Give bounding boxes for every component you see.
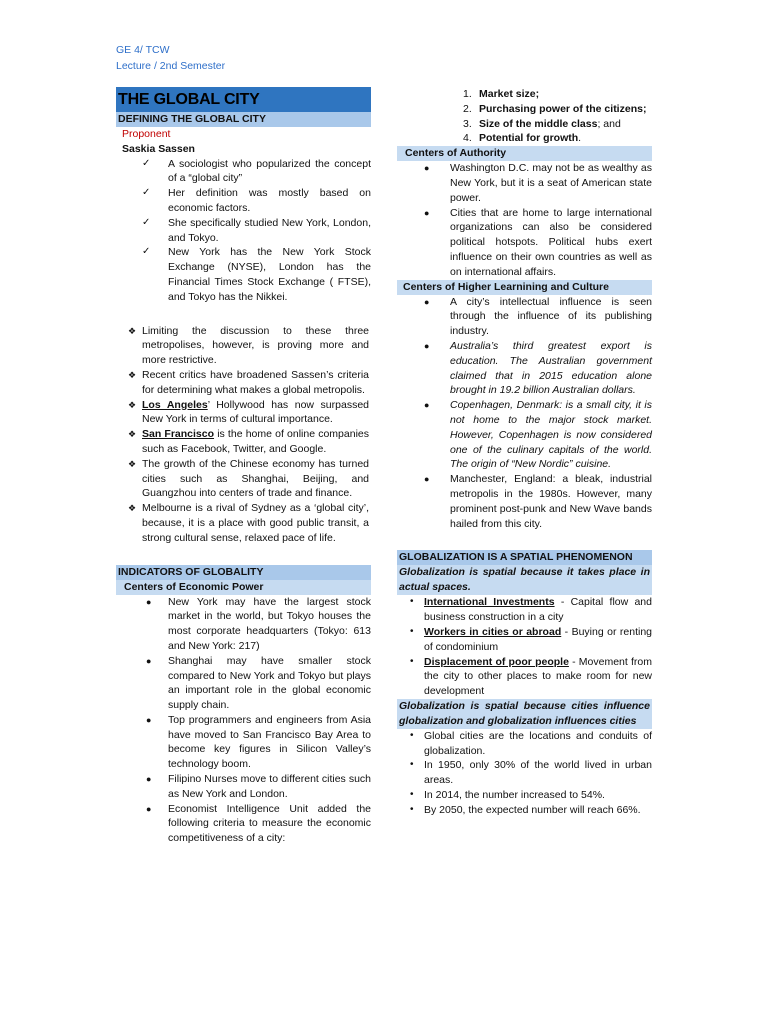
list-item: ✓ She specifically studied New York, London, and Tokyo. <box>142 216 371 244</box>
list-item: ● Australia’s third greatest export is education. The Australian government claimed that in 2015 education alone brought in 19.2 billion Australian dollars. <box>424 339 652 397</box>
lecture-label: Lecture / 2nd Semester <box>116 60 226 72</box>
economic-power-list <box>116 595 371 847</box>
list-item: • Global cities are the locations and conduits of globalization. <box>410 729 652 757</box>
list-item: • In 2014, the number increased to 54%. <box>410 789 605 802</box>
list-item: • By 2050, the expected number will reach 66%. <box>410 803 641 816</box>
bullet-icon: • <box>410 596 414 608</box>
list-item: ● Copenhagen, Denmark: is a small city, it is not home to the major stock market. However, Copenhagen is now considered one of the culinary capitals of the world. The origin of “New Nordic” cuisine. <box>424 399 652 471</box>
right-column <box>397 87 652 818</box>
diamond-bullet-icon: ❖ <box>128 325 137 336</box>
bullet-icon: ● <box>146 774 152 785</box>
check-icon: ✓ <box>142 187 151 199</box>
check-icon: ✓ <box>142 216 151 228</box>
section-indicators-heading: INDICATORS OF GLOBALITY <box>116 565 371 580</box>
list-item: ● Washington D.C. may not be as wealthy as New York, but it is a seat of American state power. <box>424 162 652 204</box>
list-item: ❖ Recent critics have broadened Sassen’s criteria for determining what makes a global metropolis. <box>128 368 369 396</box>
subsection-authority: Centers of Authority <box>397 146 652 161</box>
bullet-icon: ● <box>424 400 430 411</box>
authority-list <box>397 161 652 279</box>
section-defining-heading: DEFINING THE GLOBAL CITY <box>116 112 371 127</box>
document-title: THE GLOBAL CITY <box>116 87 371 112</box>
bullet-icon: ● <box>146 803 152 814</box>
eiu-criteria-list <box>397 87 652 146</box>
list-item: ● Top programmers and engineers from Asia have moved to San Francisco Bay Area to become key figures in Silicon Valley’s technology boom. <box>146 713 371 771</box>
city-los-angeles: Los Angeles <box>142 398 208 411</box>
list-item: ✓ A sociologist who popularized the concept of a “global city” <box>142 157 371 185</box>
list-item: 4. Potential for growth. <box>463 132 582 145</box>
proponent-label: Proponent <box>122 128 171 140</box>
list-item: 3. Size of the middle class; and <box>463 117 621 130</box>
list-item: ● Economist Intelligence Unit added the following criteria to measure the economic competitiveness of a city: <box>146 802 371 845</box>
bullet-icon: ● <box>424 340 430 351</box>
list-item: ● Filipino Nurses move to different cities such as New York and London. <box>146 773 371 800</box>
bullet-icon: ● <box>424 207 430 218</box>
subsection-economic-power: Centers of Economic Power <box>116 580 371 595</box>
list-item: ❖ Melbourne is a rival of Sydney as a ‘global city’, because, it is a place with good public transit, a strong cultural sense, relaxed pace of life. <box>128 502 369 544</box>
list-item: 2. Purchasing power of the citizens; <box>463 102 647 115</box>
city-san-francisco: San Francisco <box>142 428 215 441</box>
check-icon: ✓ <box>142 246 151 258</box>
bullet-icon: • <box>410 655 414 667</box>
list-item: ● Manchester, England: a bleak, industrial metropolis in the 1980s. However, many prominent post-punk and New Wave bands hailed from this city. <box>424 473 652 530</box>
bullet-icon: • <box>410 803 414 815</box>
left-column <box>116 87 371 846</box>
bullet-icon: • <box>410 759 414 771</box>
spatial-intro-band: Globalization is spatial because it takes place in actual spaces. <box>399 566 650 594</box>
list-item: ❖ San Francisco is the home of online companies such as Facebook, Twitter, and Google. <box>128 428 369 455</box>
list-item: • In 1950, only 30% of the world lived in urban areas. <box>410 759 652 787</box>
check-icon: ✓ <box>142 157 151 169</box>
bullet-icon: • <box>410 625 414 637</box>
list-item: ❖ Los Angeles’ Hollywood has now surpassed New York in terms of cultural importance. <box>128 398 370 426</box>
list-item: ● Cities that are home to large international organizations can also be considered political hotspots. Political hubs exert influence on their own countries as well as on international affairs. <box>424 206 652 278</box>
list-item: 1. Market size; <box>463 88 540 100</box>
list-item: • Workers in cities or abroad - Buying or renting of condominium <box>410 625 652 653</box>
bullet-icon: • <box>410 729 414 741</box>
list-item: ✓ New York has the New York Stock Exchange (NYSE), London has the Financial Times Stock Exchange ( FTSE), and Tokyo has the Nikkei. <box>142 246 371 303</box>
bullet-icon: ● <box>146 596 152 607</box>
bullet-icon: ● <box>424 474 430 485</box>
bullet-icon: ● <box>146 714 152 725</box>
proponent-name: Saskia Sassen <box>122 142 195 155</box>
spatial-examples-list <box>397 595 652 699</box>
urbanization-facts-list <box>397 729 652 818</box>
subsection-learning-culture: Centers of Higher Learnining and Culture <box>397 280 652 295</box>
critics-list <box>116 324 371 546</box>
bullet-icon: ● <box>424 163 430 174</box>
diamond-bullet-icon: ❖ <box>128 429 137 440</box>
bullet-icon: ● <box>424 296 430 307</box>
diamond-bullet-icon: ❖ <box>128 458 137 469</box>
spatial-influence-band: Globalization is spatial because cities influence globalization and globalization influences cities <box>399 699 650 727</box>
course-code: GE 4/ TCW <box>116 44 170 56</box>
list-item: ● A city’s intellectual influence is seen through the influence of its publishing industry. <box>424 295 652 338</box>
sassen-facts-list <box>116 157 371 305</box>
list-item: ❖ Limiting the discussion to these three metropolises, however, is proving more and more restrictive. <box>128 324 369 367</box>
diamond-bullet-icon: ❖ <box>128 369 137 380</box>
list-item: ✓ Her definition was mostly based on economic factors. <box>142 187 371 214</box>
list-item: ❖ The growth of the Chinese economy has turned cities such as Shanghai, Beijing, and Guangzhou into centers of trade and finance. <box>128 457 369 500</box>
list-item: ● Shanghai may have smaller stock compared to New York and Tokyo but plays an important role in the global economic supply chain. <box>146 654 371 712</box>
list-item: ● New York may have the largest stock market in the world, but Tokyo houses the most corporate headquarters (Tokyo: 613 and New York: 217) <box>146 595 371 652</box>
list-item: • International Investments - Capital flow and business construction in a city <box>410 596 652 624</box>
learning-culture-list <box>397 295 652 532</box>
course-header <box>116 42 225 74</box>
bullet-icon: ● <box>146 655 152 666</box>
list-item: • Displacement of poor people - Movement from the city to other places to make room for new development <box>410 655 652 698</box>
diamond-bullet-icon: ❖ <box>128 399 137 410</box>
bullet-icon: • <box>410 789 414 801</box>
section-spatial-heading: GLOBALIZATION IS A SPATIAL PHENOMENON <box>397 550 652 565</box>
diamond-bullet-icon: ❖ <box>128 503 137 514</box>
